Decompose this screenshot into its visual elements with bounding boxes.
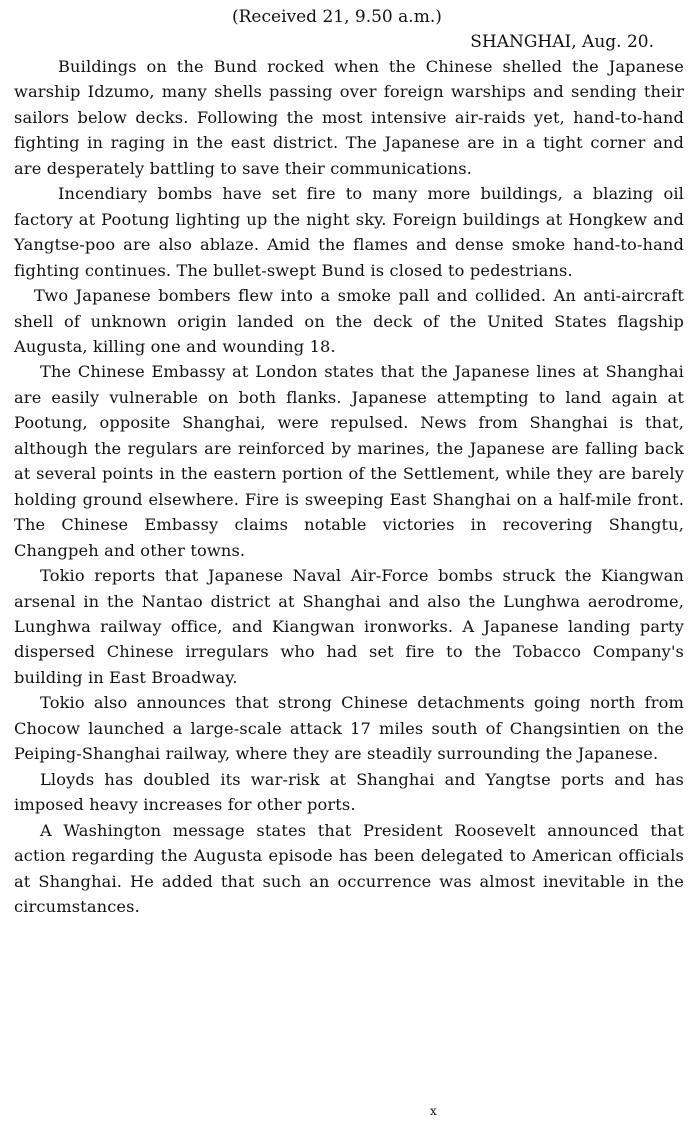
paragraph-chinese-embassy: The Chinese Embassy at London states that the Japanese lines at Shanghai are easily vulnerable on both flanks. Japanese attempting to land again at Pootung, opposite Shanghai, were repulsed. News from Shanghai is that, although the regulars are reinforced by marines, the Japanese are falling back at several points in the eastern portion of the Settlement, while they are barely holding ground elsewhere. Fire is sweeping East Shanghai on a half-mile front. The Chinese Embassy claims notable victories in recovering Shangtu, Changpeh and other towns. [14, 362, 684, 560]
paragraph-washington: A Washington message states that President Roosevelt announced that action regarding the Augusta episode has been delegated to American officials at Shanghai. He added that such an occurrence was almost inevitable in the circumstances. [14, 820, 684, 916]
paragraph-incendiary-bombs: Incendiary bombs have set fire to many more buildings, a blazing oil factory at Pootung lighting up the night sky. Foreign buildings at Hongkew and Yangtse-poo are also ablaze. Amid the flames and dense smoke hand-to-hand fighting continues. The bullet-swept Bund is closed to pedestrians. [14, 184, 684, 280]
paragraph-lloyds: Lloyds has doubled its war-risk at Shanghai and Yangtse ports and has imposed heavy increases for other ports. [14, 769, 684, 815]
paragraph-tokio-reports: Tokio reports that Japanese Naval Air-Force bombs struck the Kiangwan arsenal in the Nantao district at Shanghai and also the Lunghwa aerodrome, Lunghwa railway office, and Kiangwan ironworks. A Japanese landing party dispersed Chinese irregulars who had set fire to the Tobacco Company's building in East Broadway. [14, 566, 684, 687]
dateline: SHANGHAI, Aug. 20. [470, 32, 654, 52]
paragraph-tokio-announces: Tokio also announces that strong Chinese detachments going north from Chocow launched a large-scale attack 17 miles south of Changsintien on the Peiping-Shanghai railway, where they are steadily surrounding the Japanese. [14, 693, 684, 764]
footer-mark: x [430, 1104, 437, 1118]
paragraph-bombers-collided: Two Japanese bombers flew into a smoke pall and collided. An anti-aircraft shell of unknown origin landed on the deck of the United States flagship Augusta, killing one and wounding 18. [14, 286, 684, 356]
received-time: (Received 21, 9.50 a.m.) [232, 7, 442, 27]
paragraph-bund-shelling: Buildings on the Bund rocked when the Chinese shelled the Japanese warship Idzumo, many shells passing over foreign warships and sending their sailors below decks. Following the most intensive air-raids yet, hand-to-hand fighting in raging in the east district. The Japanese are in a tight corner and are desperately battling to save their communications. [14, 57, 684, 178]
